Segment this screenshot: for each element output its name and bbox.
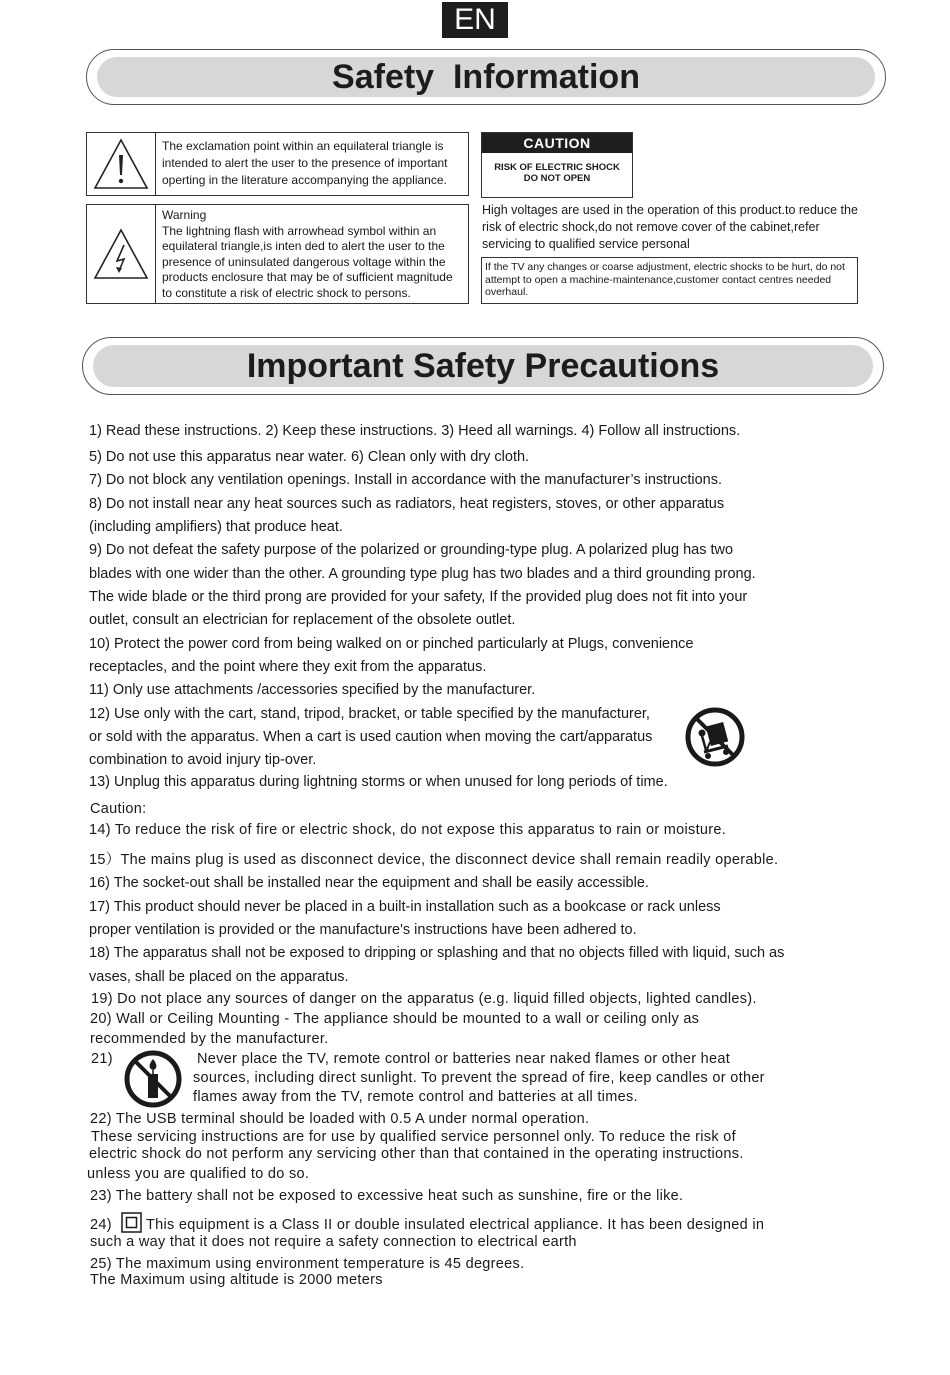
caution-label <box>481 132 633 198</box>
precaution-line: 13) Unplug this apparatus during lightning storms or when unused for long periods of time. <box>89 774 668 790</box>
precaution-line: or sold with the apparatus. When a cart is used caution when moving the cart/apparatus <box>89 729 653 745</box>
precaution-line: vases, shall be placed on the apparatus. <box>89 969 349 985</box>
precaution-line: combination to avoid injury tip-over. <box>89 752 317 768</box>
section-title: Important Safety Precautions <box>93 345 873 387</box>
precaution-line: 12) Use only with the cart, stand, tripod, bracket, or table specified by the manufacturer, <box>89 706 650 722</box>
lightning-text: The lightning flash with arrowhead symbol within an equilateral triangle,is inten ded to alert the user to the presence of uninsulated dangerous voltage within the products enclosure that may be of sufficient magnitude to constitute a risk of electric shock to persons. <box>162 223 453 300</box>
precaution-line: 20) Wall or Ceiling Mounting - The appliance should be mounted to a wall or ceiling only as <box>90 1011 700 1027</box>
precaution-line: electric shock do not perform any servicing other than that contained in the operating instructions. <box>89 1146 744 1162</box>
precaution-line: 22) The USB terminal should be loaded with 0.5 A under normal operation. <box>90 1111 590 1127</box>
no-candle-icon <box>123 1050 183 1108</box>
exclamation-description: The exclamation point within an equilateral triangle is intended to alert the user to the presence of important operting in the literature accompanying the appliance. <box>162 139 448 187</box>
exclamation-triangle-icon <box>87 133 156 195</box>
precaution-line: Never place the TV, remote control or batteries near naked flames or other heat <box>197 1051 731 1067</box>
precaution-line: 11) Only use attachments /accessories specified by the manufacturer. <box>89 682 536 698</box>
precaution-line: 15）The mains plug is used as disconnect device, the disconnect device shall remain readily operable. <box>89 852 779 868</box>
precaution-line: 23) The battery shall not be exposed to excessive heat such as sunshine, fire or the like. <box>90 1188 684 1204</box>
precaution-line: unless you are qualified to do so. <box>87 1166 310 1182</box>
precaution-line: 8) Do not install near any heat sources such as radiators, heat registers, stoves, or other apparatus <box>89 496 725 512</box>
precaution-line: 9) Do not defeat the safety purpose of the polarized or grounding-type plug. A polarized plug has two <box>89 542 734 558</box>
precaution-line: 16) The socket-out shall be installed near the equipment and shall be easily accessible. <box>89 875 649 891</box>
precaution-line: 5) Do not use this apparatus near water. 6) Clean only with dry cloth. <box>89 449 530 465</box>
caution-title: CAUTION <box>482 133 632 153</box>
precaution-line: 17) This product should never be placed in a built-in installation such as a bookcase or rack unless <box>89 899 721 915</box>
precaution-line: recommended by the manufacturer. <box>90 1031 329 1047</box>
caution-heading: Caution: <box>90 801 147 817</box>
cart-tipover-icon <box>684 706 746 768</box>
precaution-line: 19) Do not place any sources of danger on the apparatus (e.g. liquid filled objects, lighted candles). <box>91 991 757 1007</box>
precaution-line: These servicing instructions are for use by qualified service personnel only. To reduce the risk of <box>91 1129 736 1145</box>
high-voltage-text: High voltages are used in the operation of this product.to reduce the risk of electric shock,do not remove cover of the cabinet,refer servicing to qualified service personal <box>482 203 858 251</box>
precaution-line: such a way that it does not require a safety connection to electrical earth <box>90 1234 577 1250</box>
precaution-line: 10) Protect the power cord from being walked on or pinched particularly at Plugs, convenience <box>89 636 694 652</box>
warning-heading: Warning <box>162 208 207 222</box>
item-number: 21) <box>91 1051 113 1067</box>
language-badge: EN <box>442 2 508 38</box>
section-title: Safety Information <box>97 57 875 97</box>
precaution-line: The wide blade or the third prong are provided for your safety, If the provided plug does not fit into your <box>89 589 748 605</box>
caution-line-2: DO NOT OPEN <box>523 173 591 184</box>
precaution-line: 1) Read these instructions. 2) Keep these instructions. 3) Heed all warnings. 4) Follow all instructions. <box>89 423 741 439</box>
precaution-line: outlet, consult an electrician for replacement of the obsolete outlet. <box>89 612 516 628</box>
lightning-triangle-icon <box>87 205 156 303</box>
precaution-line: This equipment is a Class II or double insulated electrical appliance. It has been designed in <box>146 1217 765 1233</box>
precaution-line: (including amplifiers) that produce heat. <box>89 519 343 535</box>
lightning-warning-box <box>86 204 469 304</box>
lightning-description <box>162 208 464 301</box>
precaution-line: The Maximum using altitude is 2000 meters <box>90 1272 383 1288</box>
precaution-line: 18) The apparatus shall not be exposed to dripping or splashing and that no objects filled with liquid, such as <box>89 945 785 961</box>
caution-subtitle <box>482 162 632 184</box>
precaution-line: 7) Do not block any ventilation openings. Install in accordance with the manufacturer’s instructions. <box>89 472 722 488</box>
precaution-line: flames away from the TV, remote control and batteries at all times. <box>193 1089 638 1105</box>
precaution-line: proper ventilation is provided or the manufacture's instructions have been adhered to. <box>89 922 637 938</box>
precautions-banner <box>82 337 884 395</box>
exclamation-warning-box <box>86 132 469 196</box>
precaution-line: blades with one wider than the other. A grounding type plug has two blades and a third grounding prong. <box>89 566 756 582</box>
precaution-line: 14) To reduce the risk of fire or electric shock, do not expose this apparatus to rain or moisture. <box>89 822 727 838</box>
precaution-line: 25) The maximum using environment temperature is 45 degrees. <box>90 1256 525 1272</box>
class-ii-double-square-icon <box>121 1212 142 1233</box>
item-number: 24) <box>90 1217 112 1233</box>
precaution-line: receptacles, and the point where they exit from the apparatus. <box>89 659 487 675</box>
precaution-line: sources, including direct sunlight. To prevent the spread of fire, keep candles or other <box>193 1070 765 1086</box>
tv-notice-box: If the TV any changes or coarse adjustment, electric shocks to be hurt, do not attempt to open a machine-maintenance,customer contact centres needed overhaul. <box>481 257 858 304</box>
caution-line-1: RISK OF ELECTRIC SHOCK <box>494 162 620 173</box>
safety-information-banner <box>86 49 886 105</box>
